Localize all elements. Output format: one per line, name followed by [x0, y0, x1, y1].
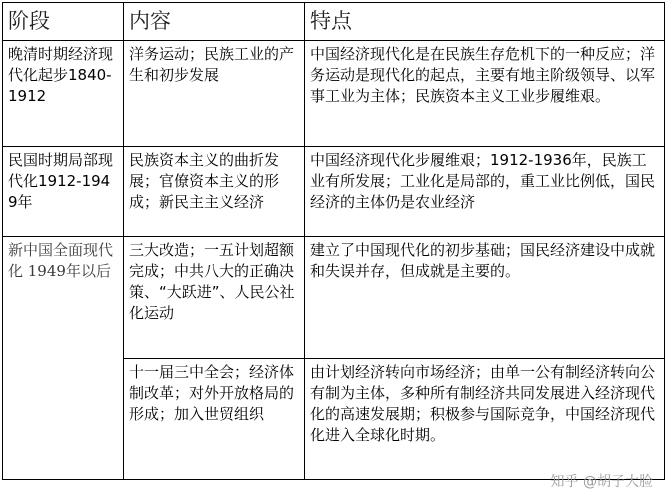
features-cell: 中国经济现代化步履维艰；1912-1936年，民族工业有所发展；工业化是局部的，重工业比例低，国民经济的主体仍是农业经济 [305, 147, 665, 237]
table-row [3, 237, 665, 359]
header-features: 特点 [305, 3, 665, 41]
economic-modernization-table [2, 2, 665, 480]
content-cell: 十一届三中全会；经济体制改革；对外开放格局的形成；加入世贸组织 [124, 359, 305, 480]
stage-cell: 晚清时期经济现代化起步1840-1912 [3, 41, 124, 147]
table-header-row [3, 3, 665, 41]
table-row [3, 41, 665, 147]
content-cell: 民族资本主义的曲折发展；官僚资本主义的形成；新民主主义经济 [124, 147, 305, 237]
features-cell: 由计划经济转向市场经济；由单一公有制经济转向公有制为主体，多种所有制经济共同发展进入经济现代化的高速发展期；积极参与国际竞争，中国经济现代化进入全球化时期。 [305, 359, 665, 480]
zhihu-watermark: 知乎 @胡子大脸 [550, 474, 653, 490]
stage-cell: 民国时期局部现代化1912-1949年 [3, 147, 124, 237]
header-content: 内容 [124, 3, 305, 41]
features-cell: 中国经济现代化是在民族生存危机下的一种反应；洋务运动是现代化的起点，主要有地主阶级领导、以军事工业为主体；民族资本主义工业步履维艰。 [305, 41, 665, 147]
content-cell: 洋务运动；民族工业的产生和初步发展 [124, 41, 305, 147]
table-row [3, 147, 665, 237]
features-cell: 建立了中国现代化的初步基础；国民经济建设中成就和失误并存，但成就是主要的。 [305, 237, 665, 359]
header-stage: 阶段 [3, 3, 124, 41]
stage-cell: 新中国全面现代化 1949年以后 [3, 237, 124, 480]
content-cell: 三大改造；一五计划超额完成；中共八大的正确决策、“大跃进”、人民公社化运动 [124, 237, 305, 359]
